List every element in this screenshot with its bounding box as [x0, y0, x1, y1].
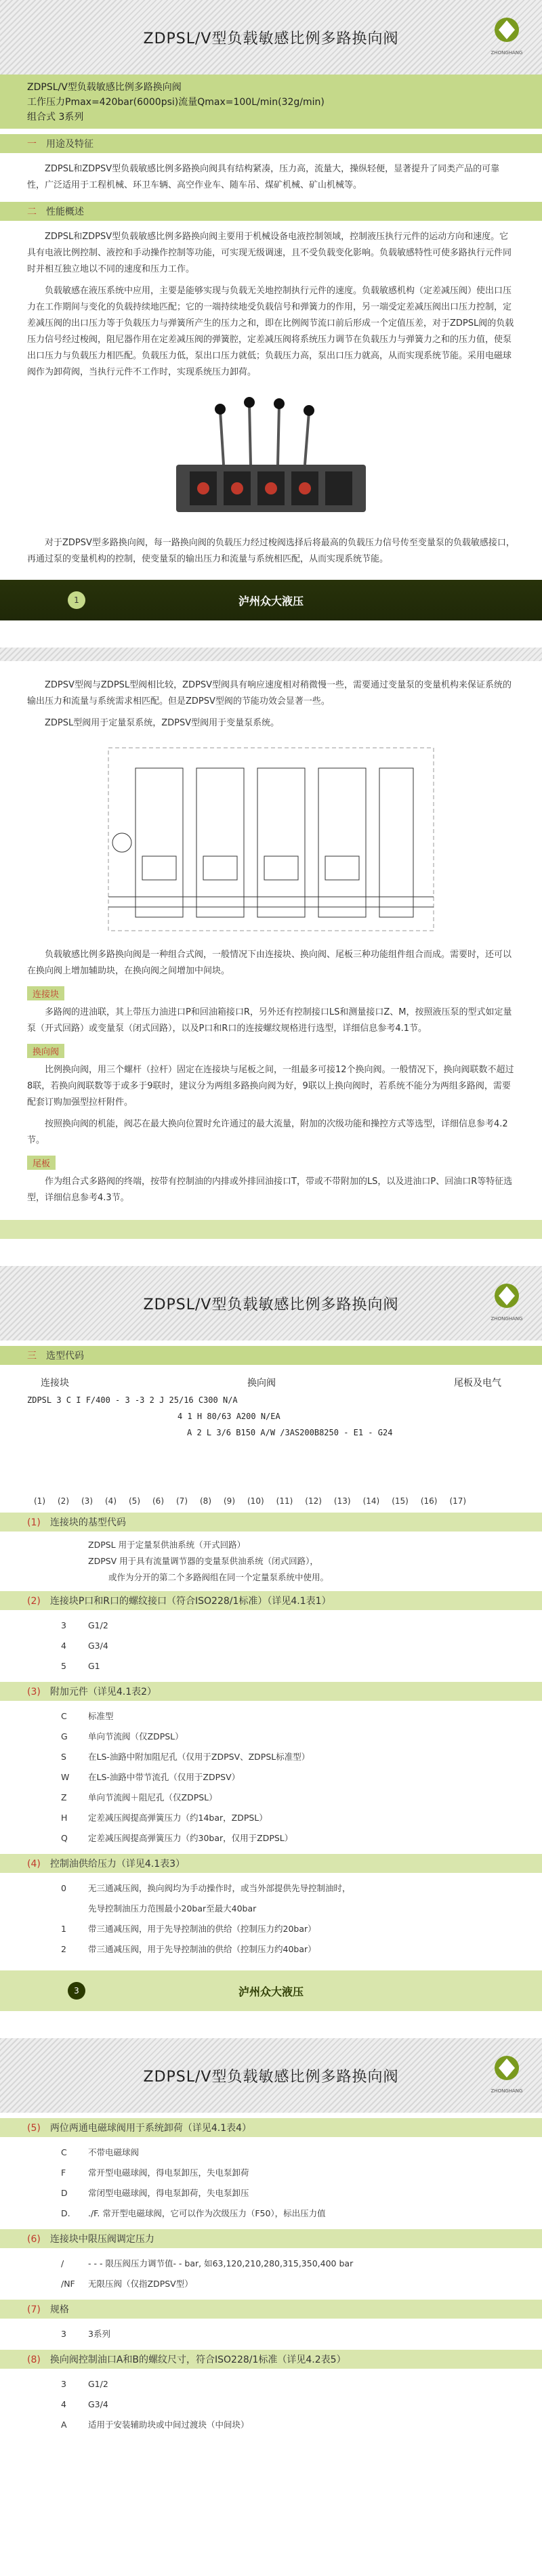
code-index: (8) — [200, 1496, 211, 1506]
option-code: 4 — [61, 2399, 66, 2409]
company-logo-icon — [486, 1278, 527, 1326]
option-code: 5 — [61, 1661, 66, 1671]
col-valve: 换向阀 — [247, 1378, 276, 1389]
option-code: 3 — [61, 1620, 66, 1630]
option-list — [0, 2324, 542, 2344]
option-desc: ./F. 常开型电磁球阀，它可以作为次级压力（F50），标出压力值 — [88, 2208, 326, 2218]
code-index: (1) — [34, 1496, 45, 1506]
col-tail: 尾板及电气 — [454, 1378, 501, 1389]
option-code: G — [61, 1731, 68, 1741]
option-code: F — [61, 2168, 66, 2178]
option-code: D. — [61, 2208, 70, 2218]
option-desc: G1/2 — [88, 1620, 108, 1630]
option-code: 4 — [61, 1641, 66, 1651]
option-code: C — [61, 1711, 67, 1721]
product-combo: 组合式 3系列 — [27, 112, 84, 123]
company-logo-icon — [486, 2050, 527, 2098]
code-index: (9) — [224, 1496, 235, 1506]
product-title: ZDPSL/V型负载敏感比例多路换向阀 — [27, 82, 182, 93]
page-footer — [0, 1970, 542, 2011]
option-item — [0, 1828, 542, 1849]
option-desc: 定差减压阀提高弹簧压力（约14bar，ZDPSL） — [88, 1813, 268, 1823]
option-item — [0, 2254, 542, 2274]
option-item — [0, 1939, 542, 1960]
option-item — [0, 1747, 542, 1767]
option-item — [0, 1656, 542, 1676]
selection-code — [0, 1392, 542, 1441]
option-item — [0, 2394, 542, 2415]
option-item — [0, 2183, 542, 2203]
section-heading: 一 用途及特征 — [0, 134, 542, 153]
option-desc: 常闭型电磁球阀，得电泵卸荷，失电泵卸压 — [88, 2188, 249, 2198]
option-code: 2 — [61, 1944, 66, 1954]
page-footer — [0, 580, 542, 620]
page-title: ZDPSL/V型负载敏感比例多路换向阀 — [143, 2068, 399, 2086]
page2-top-strip — [0, 648, 542, 661]
option-list — [0, 1706, 542, 1849]
page4-header — [0, 2038, 542, 2113]
code-index: (6) — [152, 1496, 164, 1506]
option-code: 3 — [61, 2379, 66, 2389]
option-item — [0, 1767, 542, 1788]
page-footer — [0, 1220, 542, 1239]
paragraph: 比例换向阀，用三个螺杆（拉杆）固定在连接块与尾板之间，一组最多可接12个换向阀。一般情况下，换向阀联数不超过8联，若换向阀联数等于或多于9联时，建议分为两组多路换向阀为好，9联以上换向阀时，若系统不能分为两组多路阀，需要配套订购加强型拉杆附件。 — [27, 1065, 514, 1107]
code-line: ZDPSL 3 C I F/400 - 3 -3 2 J 25/16 C300 N/A — [27, 1395, 238, 1405]
option-code: S — [61, 1752, 66, 1762]
option-item — [0, 1899, 542, 1919]
paragraph: 多路阀的进油联，其上带压力油进口P和回油箱接口R，另外还有控制接口LS和测量接口Z、M，按照液压泵的型式如定量泵（开式回路）或变量泵（闭式回路），以及P口和R口的连接螺纹规格进行选型，详细信息参考4.1节。 — [27, 1007, 512, 1034]
option-desc: 标准型 — [88, 1711, 114, 1721]
option-code: A — [61, 2420, 67, 2430]
option-item — [0, 1727, 542, 1747]
paragraph: ZDPSL和ZDPSV型负载敏感比例多路换向阀主要用于机械设备电液控制领域，控制液压执行元件的运动方向和速度。它具有电液比例控制、液控和手动操作控制等功能，可实现无级调速，且不受负载变化影响。负载敏感特性可使多路执行元件同时并相互独立地以不同的速度和压力工作。 — [27, 232, 512, 274]
code-index: (3) — [81, 1496, 93, 1506]
hydraulic-circuit-diagram — [95, 741, 447, 937]
option-item — [0, 2415, 542, 2435]
option-item — [0, 2203, 542, 2224]
option-desc: G1 — [88, 1661, 100, 1671]
option-desc: G1/2 — [88, 2379, 108, 2389]
footer-company: 泸州众大液压 — [238, 1985, 304, 1998]
code-column-headers — [0, 1370, 542, 1392]
valve-product-image — [149, 390, 393, 526]
subsection-label: 连接块 — [27, 986, 64, 1000]
page3-header — [0, 1266, 542, 1340]
paragraph: 负载敏感在液压系统中应用，主要是能够实现与负载无关地控制执行元件的速度。负载敏感机构（定差减压阀）使出口压力在工作期间与变化的负载持续地匹配；它的一端持续地受负载信号和弹簧力的作用，另一端受定差减压阀出口压力控制，定差减压阀的出口压力等于负载压力与弹簧所产生的压力之和，即在比例阀节流口前后形成一个定值压差，对于ZDPSL阀的负载压力信号经过梭阀，阻尼器作用在定差减压阀的弹簧腔，定差减压阀将系统压力调节在负载压力与弹簧力之和的压力值，使泵出口压力与负载压力相匹配。负载压力低，泵出口压力就低；负载压力高，泵出口压力就高，从而实现系统节能。采用电磁球阀作为卸荷阀，当执行元件不工作时，实现系统压力卸荷。 — [27, 286, 514, 377]
option-list — [0, 2142, 542, 2224]
option-code: 3 — [61, 2329, 66, 2339]
page-title: ZDPSL/V型负载敏感比例多路换向阀 — [143, 30, 399, 47]
code-index: (11) — [276, 1496, 293, 1506]
paragraph: ZDPSV型阀与ZDPSL型阀相比较，ZDPSV型阀具有响应速度相对稍微慢一些，需要通过变量泵的变量机构来保证系统的输出压力和流量与系统需求相匹配。但是ZDPSV型阀的节能功效会显著一些。 — [27, 680, 512, 706]
option-desc: 带三通减压阀，用于先导控制油的供给（控制压力约20bar） — [88, 1924, 316, 1934]
code-index: (7) — [176, 1496, 188, 1506]
paragraph: 按照换向阀的机能，阀芯在最大换向位置时允许通过的最大流量，附加的次级功能和操控方式等选型，详细信息参考4.2节。 — [27, 1119, 508, 1145]
option-line: ZDPSL 用于定量泵供油系统（开式回路） — [88, 1540, 246, 1550]
option-desc: 适用于安装辅助块或中间过渡块（中间块） — [88, 2420, 249, 2430]
option-code: W — [61, 1772, 70, 1782]
option-desc: G3/4 — [88, 1641, 108, 1651]
option-desc: 先导控制油压力范围最小20bar至最大40bar — [88, 1903, 257, 1914]
paragraph: 对于ZDPSV型多路换向阀，每一路换向阀的负载压力经过梭阀选择后将最高的负载压力信号传至变量泵的负载敏感接口，再通过泵的变量机构的控制，使变量泵的输出压力和流量与系统相匹配，从而实现系统节能。 — [27, 538, 515, 564]
option-code: 0 — [61, 1883, 66, 1893]
page1-header — [0, 0, 542, 75]
footer-company: 泸州众大液压 — [238, 594, 304, 608]
product-spec: 工作压力Pmax=420bar(6000psi)流量Qmax=100L/min(32g/min) — [27, 97, 325, 108]
page-title: ZDPSL/V型负载敏感比例多路换向阀 — [143, 1296, 399, 1313]
option-desc: 不带电磁球阀 — [88, 2147, 140, 2157]
option-list — [0, 2254, 542, 2294]
option-desc: 无限压阀（仅指ZDPSV型） — [88, 2279, 193, 2289]
option-desc: 单向节流阀＋阻尼孔（仅ZDPSL） — [88, 1792, 217, 1802]
option-code — [61, 1900, 88, 1918]
option-code: D — [61, 2188, 68, 2198]
col-connector: 连接块 — [41, 1378, 69, 1389]
option-code: Z — [61, 1792, 67, 1802]
option-desc: 在LS-油路中附加阻尼孔（仅用于ZDPSV、ZDPSL标准型） — [88, 1752, 310, 1762]
svg-text:ZHONGHANG: ZHONGHANG — [491, 1316, 523, 1322]
option-heading: (5) 两位两通电磁球阀用于系统卸荷（详见4.1表4） — [0, 2118, 542, 2137]
page-number: 1 — [68, 591, 85, 609]
option-heading: (7) 规格 — [0, 2300, 542, 2319]
paragraph: 作为组合式多路阀的终端，按带有控制油的内排或外排回油接口T，带或不带附加的LS，以及进油口P、回油口R等特征选型，详细信息参考4.3节。 — [27, 1177, 513, 1203]
section-heading: 二 性能概述 — [0, 202, 542, 221]
option-desc: 定差减压阀提高弹簧压力（约30bar，仅用于ZDPSL） — [88, 1833, 293, 1843]
option-code: 1 — [61, 1924, 66, 1934]
page-number: 3 — [68, 1982, 85, 2000]
option-heading: (8) 换向阀控制油口A和B的螺纹尺寸，符合ISO228/1标准（详见4.2表5） — [0, 2350, 542, 2369]
option-item — [0, 2324, 542, 2344]
option-item — [0, 1808, 542, 1828]
option-item — [0, 2142, 542, 2163]
option-list — [0, 1878, 542, 1960]
option-item — [0, 1788, 542, 1808]
option-code: C — [61, 2147, 67, 2157]
code-line: 4 1 H 80/63 A200 N/EA — [178, 1412, 280, 1421]
option-code: Q — [61, 1833, 68, 1843]
option-desc: - - - 限压阀压力调节值- - bar, 如63,120,210,280,315,350,400 bar — [88, 2258, 354, 2268]
section-heading: 三 选型代码 — [0, 1346, 542, 1365]
option-heading: (2) 连接块P口和R口的螺纹接口（符合ISO228/1标准）（详见4.1表1） — [0, 1591, 542, 1610]
code-index: (13) — [333, 1496, 351, 1506]
option-item — [0, 2374, 542, 2394]
code-index: (5) — [129, 1496, 140, 1506]
code-index: (16) — [420, 1496, 438, 1506]
option-line: ZDPSV 用于具有流量调节器的变量泵供油系统（闭式回路）， — [88, 1556, 318, 1566]
option-item — [0, 1706, 542, 1727]
svg-text:ZHONGHANG: ZHONGHANG — [491, 2088, 523, 2094]
option-heading: (3) 附加元件（详见4.1表2） — [0, 1682, 542, 1701]
option-item — [0, 1616, 542, 1636]
code-index: (17) — [449, 1496, 467, 1506]
company-logo-icon — [486, 12, 527, 60]
option-desc: 单向节流阀（仅ZDPSL） — [88, 1731, 184, 1741]
code-index: (2) — [58, 1496, 69, 1506]
option-list — [0, 2374, 542, 2435]
paragraph: ZDPSL型阀用于定量泵系统，ZDPSV型阀用于变量泵系统。 — [45, 718, 280, 728]
option-line: 或作为分开的第二个多路阀组在同一个定量泵系统中使用。 — [108, 1572, 329, 1582]
option-desc: 3系列 — [88, 2329, 110, 2339]
option-desc: 常开型电磁球阀，得电泵卸压，失电泵卸荷 — [88, 2168, 249, 2178]
option-code: / — [61, 2258, 64, 2268]
option-desc: 带三通减压阀，用于先导控制油的供给（控制压力约40bar） — [88, 1944, 316, 1954]
subsection-label: 换向阀 — [27, 1044, 64, 1058]
code-index: (15) — [392, 1496, 409, 1506]
code-index: (10) — [247, 1496, 264, 1506]
option-item — [0, 2274, 542, 2294]
option-heading: (1) 连接块的基型代码 — [0, 1513, 542, 1532]
option-item — [0, 1878, 542, 1899]
subsection-label: 尾板 — [27, 1156, 56, 1170]
svg-text:ZHONGHANG: ZHONGHANG — [491, 50, 523, 56]
option-desc: G3/4 — [88, 2399, 108, 2409]
paragraph: ZDPSL和ZDPSV型负载敏感比例多路换向阀具有结构紧凑，压力高，流量大，操纵轻便，显著提升了同类产品的可靠性，广泛适用于工程机械、环卫车辆、高空作业车、随车吊、煤矿机械、矿山机械等。 — [27, 164, 500, 190]
code-index: (4) — [105, 1496, 117, 1506]
option-heading: (4) 控制油供给压力（详见4.1表3） — [0, 1854, 542, 1873]
option-heading: (6) 连接块中限压阀调定压力 — [0, 2229, 542, 2248]
option-item — [0, 2163, 542, 2183]
code-index-row — [0, 1495, 542, 1507]
code-line: A 2 L 3/6 B150 A/W /3AS200B8250 - E1 - G24 — [187, 1428, 393, 1437]
product-info-bar — [0, 75, 542, 129]
option-code: H — [61, 1813, 68, 1823]
option-item — [0, 1636, 542, 1656]
option-list — [0, 1616, 542, 1676]
option-desc: 无三通减压阀，换向阀均为手动操作时，或当外部提供先导控制油时， — [88, 1883, 351, 1893]
option-desc: 在LS-油路中带节流孔（仅用于ZDPSV） — [88, 1772, 241, 1782]
code-index: (12) — [305, 1496, 322, 1506]
option-code: /NF — [61, 2279, 75, 2289]
option-item — [0, 1919, 542, 1939]
paragraph: 负载敏感比例多路换向阀是一种组合式阀，一般情况下由连接块、换向阀、尾板三种功能组件组合而成。需要时，还可以在换向阀上增加辅助块，在换向阀之间增加中间块。 — [27, 950, 512, 976]
code-index: (14) — [362, 1496, 380, 1506]
